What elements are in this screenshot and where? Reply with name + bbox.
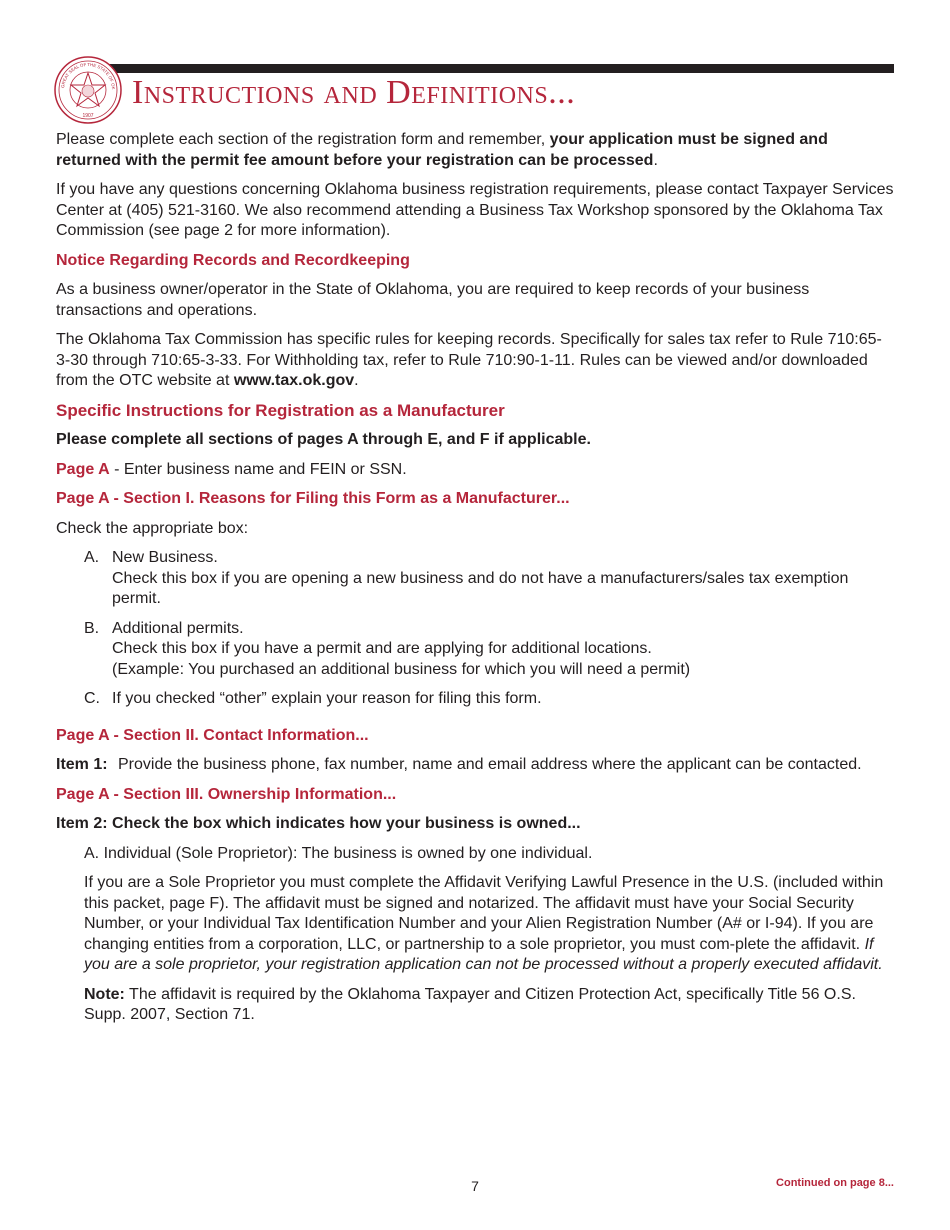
page-a-line: Page A - Enter business name and FEIN or SSN.	[56, 460, 407, 478]
continued-note: Continued on page 8...	[776, 1177, 894, 1189]
document-body	[56, 130, 894, 1035]
item-2-line: Item 2: Check the box which indicates how your business is owned...	[56, 815, 581, 832]
intro-paragraph-2: If you have any questions concerning Oklahoma business registration requirements, please contact Taxpayer Services Center at (405) 521-3160. We also recommend attending a Business Tax Workshop sponsored by the Oklahoma Tax Commission (see page 2 for more information).	[56, 181, 894, 239]
records-heading: Notice Regarding Records and Recordkeeping	[56, 251, 410, 269]
section-3-heading: Page A - Section III. Ownership Information...	[56, 785, 397, 803]
header-rule	[96, 64, 894, 73]
note-paragraph: Note: The affidavit is required by the Oklahoma Taxpayer and Citizen Protection Act, specifically Title 56 O.S. Supp. 2007, Section 71.	[84, 985, 856, 1023]
otc-website-link[interactable]: www.tax.ok.gov	[233, 372, 355, 389]
reasons-list	[84, 548, 894, 710]
complete-sections-line: Please complete all sections of pages A through E, and F if applicable.	[56, 431, 591, 448]
individual-line: A. Individual (Sole Proprietor): The business is owned by one individual.	[84, 844, 593, 862]
records-paragraph-2: The Oklahoma Tax Commission has specific rules for keeping records. Specifically for sales tax refer to Rule 710:65-3-30 through 710:65-3-33. For Withholding tax, refer to Rule 710:90-1-11. Rules can be viewed and/or downloaded from the OTC website at www.tax.ok.gov.	[56, 331, 882, 389]
sole-proprietor-paragraph: If you are a Sole Proprietor you must complete the Affidavit Verifying Lawful Presence in the U.S. (included within this packet, page F). The affidavit must be signed and notarized. The affidavit must have your Social Security Number, or your Individual Tax Identification Number and your Alien Registration Number (A# or I-94). If you are changing entities from a corporation, LLC, or partnership to a sole proprietor, you must com-plete the affidavit. If you are a sole proprietor, your registration application can not be processed without a properly executed affidavit.	[84, 874, 884, 973]
page-number: 7	[471, 1178, 479, 1194]
list-item: B. Additional permits. Check this box if you have a permit and are applying for additional locations. (Example: You purchased an additional business for which you will need a permit)	[84, 619, 691, 678]
intro-paragraph-1: Please complete each section of the registration form and remember, your application must be signed and returned with the permit fee amount before your registration can be processed.	[56, 131, 828, 169]
section-2-heading: Page A - Section II. Contact Information...	[56, 726, 369, 744]
list-item: A. New Business. Check this box if you are opening a new business and do not have a manufacturers/sales tax exemption permit.	[84, 549, 849, 607]
seal-text: GREAT SEAL OF THE STATE OF OK	[60, 61, 117, 90]
specific-instructions-heading: Specific Instructions for Registration as a Manufacturer	[56, 400, 505, 420]
page-title: Instructions and Definitions...	[132, 74, 576, 111]
check-box-line: Check the appropriate box:	[56, 519, 249, 537]
records-paragraph-1: As a business owner/operator in the State of Oklahoma, you are required to keep records of your business transactions and operations.	[56, 281, 810, 319]
list-item: C. If you checked “other” explain your reason for filing this form.	[84, 690, 542, 707]
oklahoma-seal-icon	[54, 56, 122, 124]
item-1: Item 1: Provide the business phone, fax number, name and email address where the applicant can be contacted.	[56, 756, 862, 773]
section-1-heading: Page A - Section I. Reasons for Filing this Form as a Manufacturer...	[56, 490, 570, 507]
seal-year: 1907	[82, 113, 94, 119]
